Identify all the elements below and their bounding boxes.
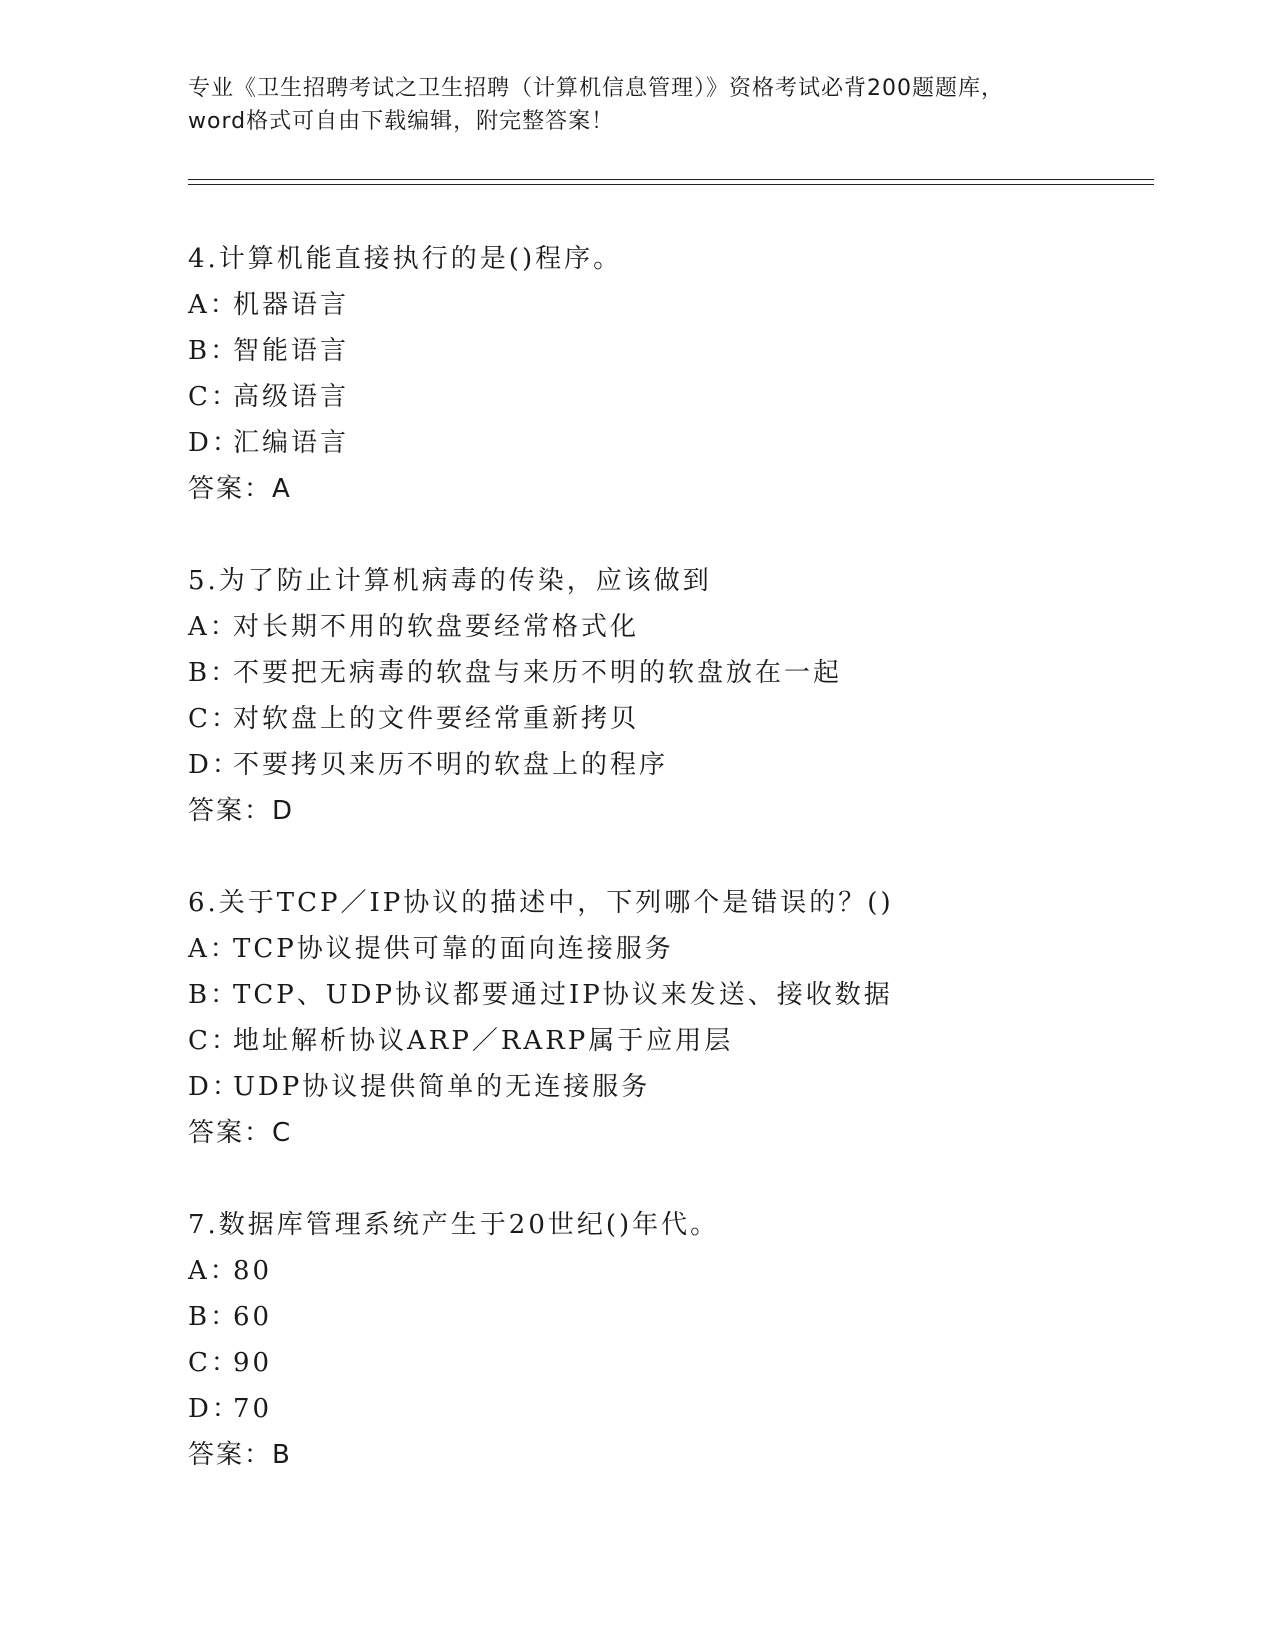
header-divider-top [188, 179, 1154, 180]
answer-line: 答案：D [188, 796, 295, 826]
option-b [188, 1294, 1148, 1340]
option-text: 对软盘上的文件要经常重新拷贝 [233, 704, 640, 734]
option-a [188, 604, 1148, 650]
option-key: B： [188, 980, 240, 1010]
question-block [188, 880, 1148, 1156]
question-stem: 4.计算机能直接执行的是()程序。 [188, 244, 623, 274]
option-text: 80 [233, 1256, 273, 1286]
option-b [188, 650, 1148, 696]
option-text: 不要把无病毒的软盘与来历不明的软盘放在一起 [233, 658, 843, 688]
option-key: C： [188, 704, 240, 734]
option-text: 高级语言 [233, 382, 350, 412]
option-text: 机器语言 [233, 290, 350, 320]
option-key: B： [188, 658, 240, 688]
option-d [188, 420, 1148, 466]
option-d [188, 1064, 1148, 1110]
option-c [188, 1018, 1148, 1064]
option-text: 对长期不用的软盘要经常格式化 [233, 612, 640, 642]
option-key: D： [188, 1072, 241, 1102]
option-key: C： [188, 1026, 240, 1056]
option-a [188, 926, 1148, 972]
question-block [188, 1202, 1148, 1478]
option-key: A： [188, 934, 239, 964]
option-text: 地址解析协议ARP／RARP属于应用层 [233, 1026, 734, 1056]
option-text: TCP、UDP协议都要通过IP协议来发送、接收数据 [233, 980, 893, 1010]
header-title-line-1: 专业《卫生招聘考试之卫生招聘（计算机信息管理）》资格考试必背200题题库， [188, 76, 1004, 101]
answer-line: 答案：A [188, 474, 292, 504]
option-b [188, 972, 1148, 1018]
question-list [188, 236, 1148, 1524]
option-key: C： [188, 382, 240, 412]
option-key: A： [188, 290, 239, 320]
option-d [188, 742, 1148, 788]
question-stem: 7.数据库管理系统产生于20世纪()年代。 [188, 1210, 720, 1240]
option-a [188, 1248, 1148, 1294]
option-c [188, 696, 1148, 742]
option-text: 70 [233, 1394, 273, 1424]
answer-line: 答案：B [188, 1440, 292, 1470]
option-key: B： [188, 336, 240, 366]
option-key: D： [188, 428, 241, 458]
option-text: UDP协议提供简单的无连接服务 [233, 1072, 651, 1102]
option-text: 90 [233, 1348, 273, 1378]
option-text: 汇编语言 [233, 428, 350, 458]
option-b [188, 328, 1148, 374]
question-block [188, 236, 1148, 512]
option-c [188, 374, 1148, 420]
question-stem: 6.关于TCP／IP协议的描述中，下列哪个是错误的？() [188, 888, 894, 918]
option-a [188, 282, 1148, 328]
option-text: 智能语言 [233, 336, 350, 366]
option-text: 不要拷贝来历不明的软盘上的程序 [233, 750, 669, 780]
option-text: TCP协议提供可靠的面向连接服务 [233, 934, 674, 964]
option-key: C： [188, 1348, 240, 1378]
option-key: B： [188, 1302, 240, 1332]
option-text: 60 [233, 1302, 273, 1332]
document-header [188, 72, 1088, 138]
question-stem: 5.为了防止计算机病毒的传染，应该做到 [188, 566, 712, 596]
option-d [188, 1386, 1148, 1432]
option-key: A： [188, 612, 239, 642]
answer-line: 答案：C [188, 1118, 293, 1148]
option-key: A： [188, 1256, 239, 1286]
option-c [188, 1340, 1148, 1386]
option-key: D： [188, 750, 241, 780]
header-title-line-2: word格式可自由下载编辑，附完整答案！ [188, 109, 615, 134]
question-block [188, 558, 1148, 834]
header-divider-bottom [188, 184, 1154, 185]
option-key: D： [188, 1394, 241, 1424]
